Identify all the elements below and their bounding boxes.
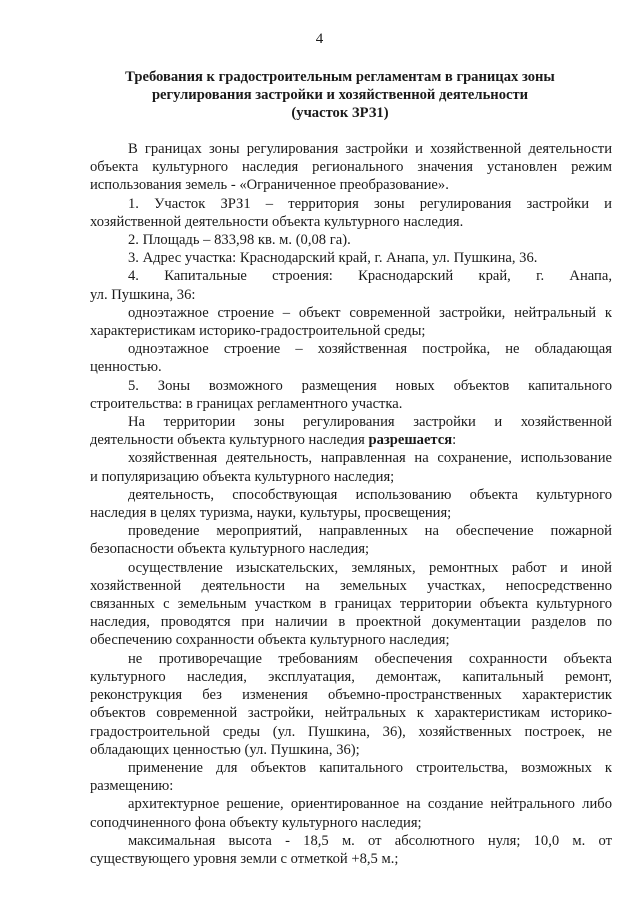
text-line: ул. Пушкина, 36: bbox=[90, 286, 196, 303]
text-line: 2. Площадь – 833,98 кв. м. (0,08 га). bbox=[128, 232, 351, 249]
paragraph bbox=[90, 832, 612, 868]
text-line: безопасности объекта культурного наследия; bbox=[90, 541, 370, 558]
paragraph bbox=[90, 650, 612, 759]
text-line: наследия, проводятся при наличии в проектной документации разделов по bbox=[90, 614, 612, 631]
text-line: градостроительной среды (ул. Пушкина, 36), хозяйственных построек, не bbox=[90, 723, 612, 740]
text-line: 4. Капитальные строения: Краснодарский край, г. Анапа, bbox=[128, 268, 612, 285]
text-line: 5. Зоны возможного размещения новых объектов капитального bbox=[128, 377, 612, 394]
text-line: существующего уровня земли с отметкой +8,5 м.; bbox=[90, 850, 399, 867]
paragraph bbox=[90, 267, 612, 303]
text-line: осуществление изыскательских, земляных, ремонтных работ и иной bbox=[128, 559, 612, 576]
text-line: соподчиненного фона объекту культурного наследия; bbox=[90, 814, 422, 831]
paragraph bbox=[90, 195, 612, 231]
text-line: 1. Участок ЗРЗ1 – территория зоны регулирования застройки и bbox=[128, 195, 612, 212]
document-body bbox=[90, 140, 612, 868]
paragraph bbox=[90, 340, 612, 376]
text-line: деятельности объекта культурного наследия разрешается: bbox=[90, 432, 457, 449]
paragraph bbox=[90, 140, 612, 195]
paragraph bbox=[90, 304, 612, 340]
emphasis-text: разрешается bbox=[364, 432, 453, 449]
page-number: 4 bbox=[315, 31, 324, 47]
paragraph bbox=[90, 795, 612, 831]
paragraph bbox=[90, 522, 612, 558]
text-line: одноэтажное строение – хозяйственная постройка, не обладающая bbox=[128, 341, 612, 358]
paragraph bbox=[90, 231, 612, 249]
text-line: реконструкция без изменения объемно-пространственных характеристик bbox=[90, 687, 612, 704]
paragraph bbox=[90, 759, 612, 795]
paragraph bbox=[90, 486, 612, 522]
text-line: обладающих ценностью (ул. Пушкина, 36); bbox=[90, 741, 360, 758]
paragraph bbox=[90, 377, 612, 413]
text-line: хозяйственная деятельность, направленная на сохранение, использование bbox=[128, 450, 612, 467]
paragraph bbox=[90, 449, 612, 485]
text-line: не противоречащие требованиям обеспечения сохранности объекта bbox=[128, 650, 612, 667]
document-title bbox=[80, 68, 600, 122]
text-line: использования земель - «Ограниченное преобразование». bbox=[90, 177, 449, 194]
text-line: хозяйственной деятельности на земельных участках, непосредственно bbox=[90, 577, 612, 594]
text-line: связанных с земельным участком в границах территории объекта культурного bbox=[90, 596, 612, 613]
paragraph bbox=[90, 249, 612, 267]
text-line: На территории зоны регулирования застройки и хозяйственной bbox=[128, 414, 612, 431]
text-line: строительства: в границах регламентного участка. bbox=[90, 395, 403, 412]
text-line: архитектурное решение, ориентированное на создание нейтрального либо bbox=[128, 796, 612, 813]
text-line: ценностью. bbox=[90, 359, 162, 376]
text-line: 3. Адрес участка: Краснодарский край, г. Анапа, ул. Пушкина, 36. bbox=[128, 250, 538, 267]
text-line: наследия в целях туризма, науки, культуры, просвещения; bbox=[90, 505, 452, 522]
text-line: проведение мероприятий, направленных на обеспечение пожарной bbox=[128, 523, 612, 540]
text-line: деятельность, способствующая использованию объекта культурного bbox=[128, 486, 612, 503]
text-line: В границах зоны регулирования застройки и хозяйственной деятельности bbox=[128, 141, 612, 157]
title-line: регулирования застройки и хозяйственной деятельности bbox=[151, 87, 529, 103]
title-line: (участок ЗРЗ1) bbox=[291, 105, 389, 121]
text-line: хозяйственной деятельности объекта культурного наследия. bbox=[90, 213, 464, 230]
text-line: объектов современной застройки, нейтральных к характеристикам историко- bbox=[90, 705, 612, 722]
paragraph bbox=[90, 559, 612, 650]
paragraph bbox=[90, 413, 612, 449]
text-line: объекта культурного наследия регионального значения установлен режим bbox=[90, 159, 612, 176]
text-line: характеристикам историко-градостроительной среды; bbox=[90, 323, 426, 340]
text-line: и популяризацию объекта культурного наследия; bbox=[90, 468, 395, 485]
title-line: Требования к градостроительным регламентам в границах зоны bbox=[125, 69, 555, 85]
text-line: обеспечению сохранности объекта культурного наследия; bbox=[90, 632, 450, 649]
text-line: одноэтажное строение – объект современной застройки, нейтральный к bbox=[128, 304, 612, 321]
text-line: максимальная высота - 18,5 м. от абсолютного нуля; 10,0 м. от bbox=[128, 832, 612, 849]
text-line: размещению: bbox=[90, 778, 174, 795]
text-line: применение для объектов капитального строительства, возможных к bbox=[128, 759, 612, 776]
text-line: культурного наследия, эксплуатация, демонтаж, капитальный ремонт, bbox=[90, 668, 612, 685]
